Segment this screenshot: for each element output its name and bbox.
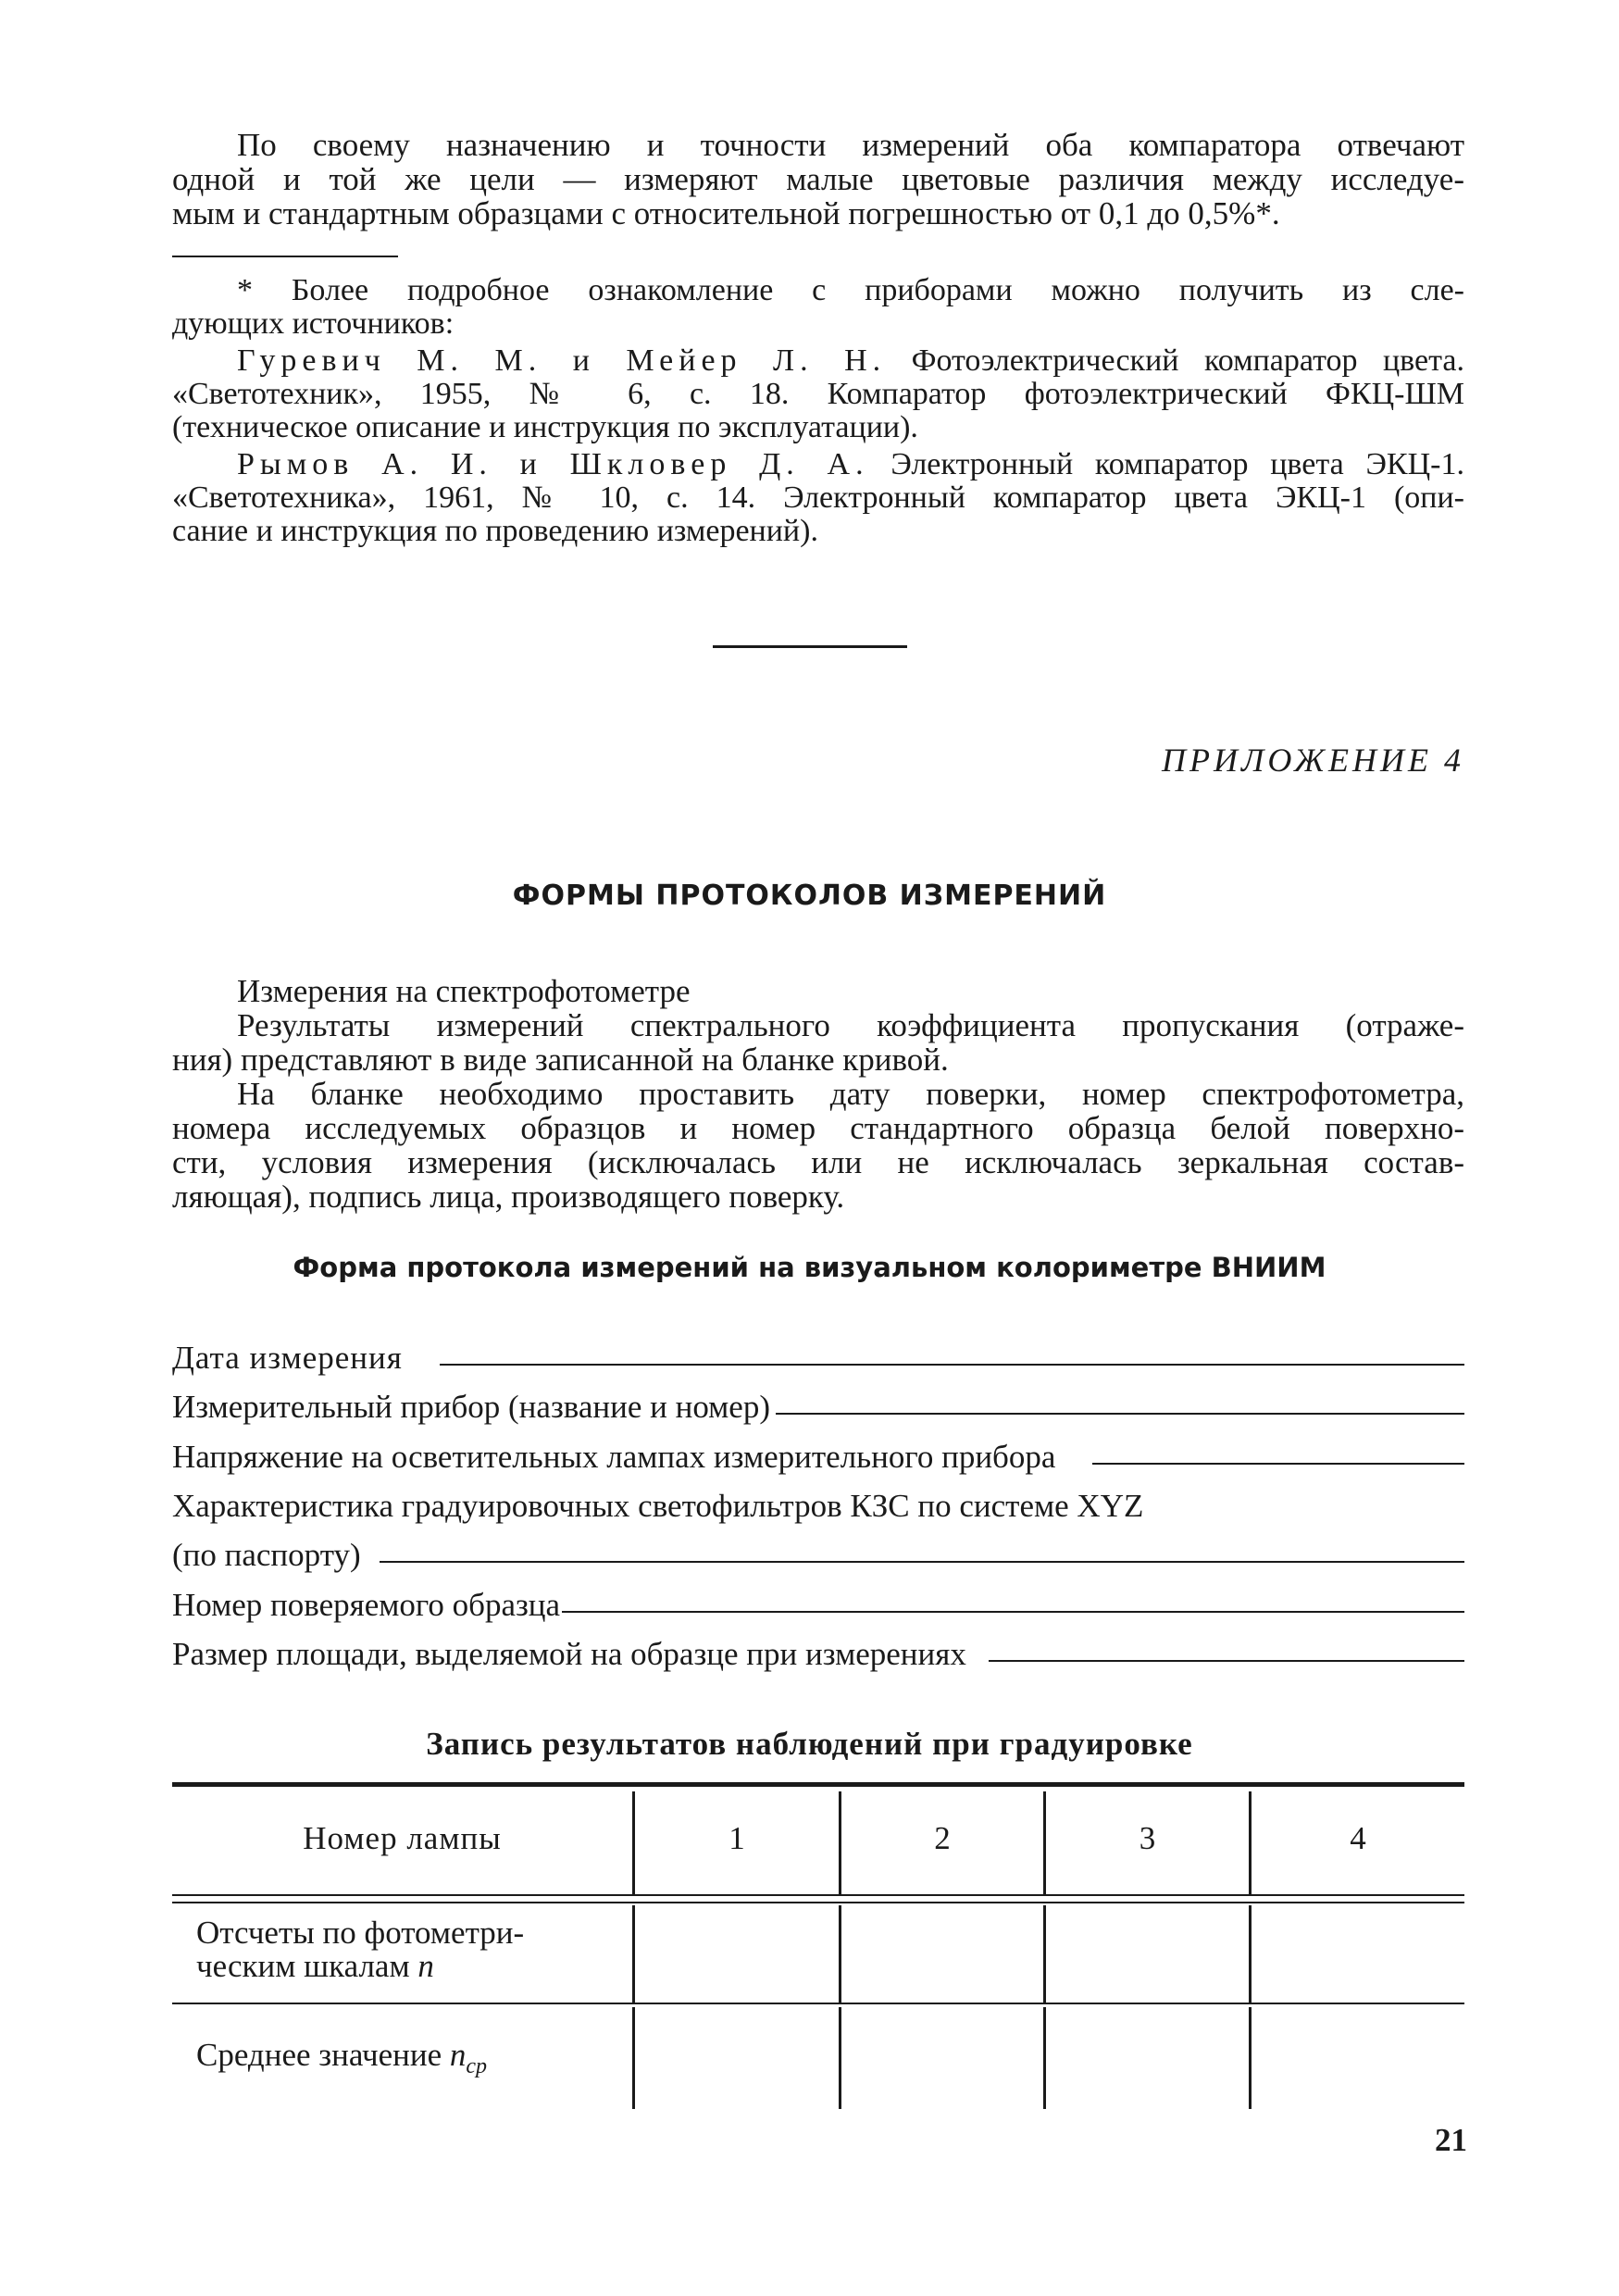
column-divider <box>1043 2007 1046 2109</box>
field-label: Номер поверяемого образца <box>172 1587 561 1623</box>
field-label: (по паспорту) <box>172 1537 361 1573</box>
reference-1-text: Фотоэлектрический компаратор цвета. <box>911 343 1464 378</box>
column-divider <box>839 1905 841 2003</box>
column-divider <box>1249 1905 1252 2003</box>
fill-line[interactable] <box>440 1364 1464 1366</box>
table-caption: Запись результатов наблюдений при градуировке <box>426 1726 1193 1762</box>
table-header-rule-a <box>172 1894 1464 1896</box>
row-photometric-readings <box>196 1916 524 1983</box>
field-label: Дата измерения <box>172 1340 403 1376</box>
reference-2 <box>172 448 1464 481</box>
reference-1 <box>172 344 1464 378</box>
spectro-p1-line: ния) представляют в виде записанной на бланке кривой. <box>172 1042 949 1078</box>
appendix-title: ФОРМЫ ПРОТОКОЛОВ ИЗМЕРЕНИЙ <box>512 880 1107 912</box>
footnote-line: дующих источников: <box>172 306 455 341</box>
header-col-1: 1 <box>729 1820 745 1856</box>
header-col-4: 4 <box>1350 1820 1366 1856</box>
reference-1-line: (техническое описание и инструкция по эксплуатации). <box>172 410 918 444</box>
table-header-rule-b <box>172 1902 1464 1903</box>
spectro-p2-line: номера исследуемых образцов и номер стандартного образца белой поверхно- <box>172 1110 1464 1146</box>
field-sample-number <box>172 1587 1464 1624</box>
field-measurement-date <box>172 1340 1464 1377</box>
reference-2-text: Электронный компаратор цвета ЭКЦ-1. <box>890 447 1464 481</box>
row-variable-subscript: ср <box>466 2054 488 2078</box>
field-passport <box>172 1537 1464 1574</box>
header-col-3: 3 <box>1139 1820 1156 1856</box>
field-label: Размер площади, выделяемой на образце при измерениях <box>172 1636 966 1672</box>
row-label-line: ческим шкалам <box>196 1948 410 1984</box>
spectro-p2-line: На бланке необходимо проставить дату поверки, номер спектрофотометра, <box>237 1076 1464 1112</box>
spectro-section <box>172 974 1464 1214</box>
reference-1-line: «Светотехник», 1955, № 6, с. 18. Компаратор фотоэлектрический ФКЦ-ШМ <box>172 377 1464 411</box>
intro-line: По своему назначению и точности измерений оба компаратора отвечают <box>237 127 1464 163</box>
intro-line: одной и той же цели — измеряют малые цветовые различия между исследуе- <box>172 161 1464 197</box>
column-divider <box>632 2007 635 2109</box>
intro-paragraph <box>172 128 1464 231</box>
reference-2-line: «Светотехника», 1961, № 10, с. 14. Электронный компаратор цвета ЭКЦ-1 (опи- <box>172 480 1464 515</box>
column-divider <box>839 2007 841 2109</box>
row-label-line: Отсчеты по фотометри- <box>196 1915 525 1951</box>
reference-2-line: сание и инструкция по проведению измерений). <box>172 514 818 548</box>
fill-line[interactable] <box>989 1660 1464 1662</box>
field-area-size <box>172 1636 1464 1673</box>
field-label: Измерительный прибор (название и номер) <box>172 1389 770 1425</box>
field-instrument <box>172 1389 1464 1426</box>
column-divider <box>1249 2007 1252 2109</box>
footnote <box>172 274 1464 548</box>
field-label: Характеристика градуировочных светофильтров КЗС по системе XYZ <box>172 1488 1144 1524</box>
reference-1-author: Гуревич М. М. и Мейер Л. Н. <box>237 343 887 378</box>
field-label: Напряжение на осветительных лампах измерительного прибора <box>172 1439 1056 1475</box>
form-title: Форма протокола измерений на визуальном колориметре ВНИИМ <box>293 1252 1326 1283</box>
section-separator <box>713 645 907 648</box>
spectro-p1-line: Результаты измерений спектрального коэффициента пропускания (отраже- <box>237 1007 1464 1043</box>
row-variable: n <box>449 2037 467 2073</box>
fill-line[interactable] <box>1092 1463 1464 1465</box>
appendix-label: ПРИЛОЖЕНИЕ 4 <box>1162 742 1464 779</box>
header-lamp-number: Номер лампы <box>303 1820 502 1856</box>
header-col-2: 2 <box>934 1820 951 1856</box>
row-variable: n <box>417 1948 434 1984</box>
row-label: Среднее значение <box>196 2037 442 2073</box>
table-row-rule <box>172 2003 1464 2004</box>
footnote-line: * Более подробное ознакомление с приборами можно получить из сле- <box>237 273 1464 307</box>
spectro-heading: Измерения на спектрофотометре <box>237 973 691 1009</box>
reference-2-author: Рымов А. И. и Шкловер Д. А. <box>237 447 869 481</box>
spectro-p2-line: сти, условия измерения (исключалась или не исключалась зеркальная состав- <box>172 1144 1464 1180</box>
footnote-separator <box>172 256 398 257</box>
intro-line: мым и стандартным образцами с относительной погрешностью от 0,1 до 0,5%*. <box>172 195 1280 231</box>
row-mean-value <box>196 2037 487 2079</box>
column-divider <box>632 1905 635 2003</box>
field-filter-characteristic <box>172 1488 1464 1525</box>
page-number: 21 <box>1435 2122 1467 2158</box>
field-lamp-voltage <box>172 1439 1464 1476</box>
spectro-p2-line: ляющая), подпись лица, производящего поверку. <box>172 1179 845 1215</box>
table-top-rule <box>172 1782 1464 1787</box>
column-divider <box>1043 1905 1046 2003</box>
fill-line[interactable] <box>562 1611 1464 1613</box>
fill-line[interactable] <box>776 1413 1464 1415</box>
fill-line[interactable] <box>380 1561 1464 1563</box>
